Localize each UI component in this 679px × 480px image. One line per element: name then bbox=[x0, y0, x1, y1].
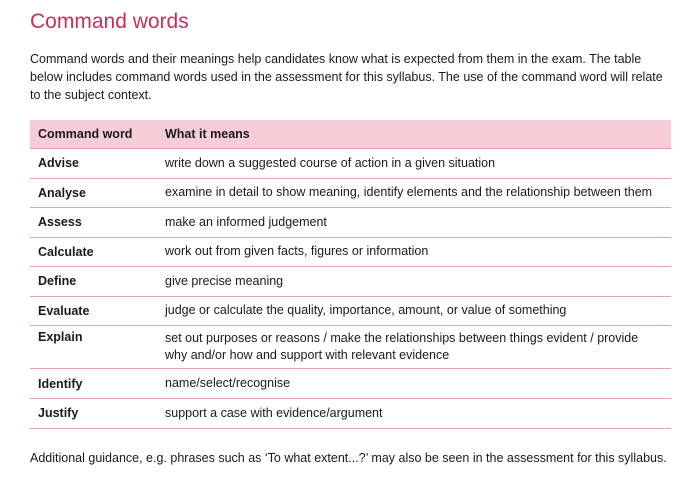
command-meaning: work out from given facts, figures or information bbox=[157, 237, 671, 267]
command-meaning: give precise meaning bbox=[157, 267, 671, 297]
command-meaning: make an informed judgement bbox=[157, 208, 671, 238]
command-meaning: judge or calculate the quality, importance, amount, or value of something bbox=[157, 296, 671, 326]
table-row bbox=[30, 178, 671, 208]
table-row bbox=[30, 326, 671, 369]
command-word: Define bbox=[30, 267, 157, 297]
header-command-word: Command word bbox=[30, 120, 157, 149]
section-title: Command words bbox=[30, 10, 189, 33]
table-row bbox=[30, 399, 671, 429]
table-row bbox=[30, 208, 671, 238]
command-word: Calculate bbox=[30, 237, 157, 267]
table-row bbox=[30, 296, 671, 326]
intro-paragraph: Command words and their meanings help candidates know what is expected from them in the exam. The table below includes command words used in the assessment for this syllabus. The use of the command word will relate to the subject context. bbox=[30, 52, 663, 102]
command-meaning: examine in detail to show meaning, identify elements and the relationship between them bbox=[157, 178, 671, 208]
table-row bbox=[30, 267, 671, 297]
command-word: Assess bbox=[30, 208, 157, 238]
table-row bbox=[30, 149, 671, 179]
table-row bbox=[30, 369, 671, 399]
command-meaning: set out purposes or reasons / make the relationships between things evident / provide why and/or how and support with relevant evidence bbox=[157, 326, 671, 369]
footer-note: Additional guidance, e.g. phrases such as ‘To what extent...?’ may also be seen in the assessment for this syllabus. bbox=[30, 451, 667, 465]
command-word: Identify bbox=[30, 369, 157, 399]
command-word: Advise bbox=[30, 149, 157, 179]
command-word: Justify bbox=[30, 399, 157, 429]
command-meaning: support a case with evidence/argument bbox=[157, 399, 671, 429]
command-word: Analyse bbox=[30, 178, 157, 208]
command-meaning: write down a suggested course of action in a given situation bbox=[157, 149, 671, 179]
command-word: Evaluate bbox=[30, 296, 157, 326]
command-word: Explain bbox=[30, 326, 157, 369]
header-what-it-means: What it means bbox=[157, 120, 671, 149]
table-header-row bbox=[30, 120, 671, 149]
command-meaning: name/select/recognise bbox=[157, 369, 671, 399]
table-row bbox=[30, 237, 671, 267]
command-words-table bbox=[30, 120, 671, 429]
